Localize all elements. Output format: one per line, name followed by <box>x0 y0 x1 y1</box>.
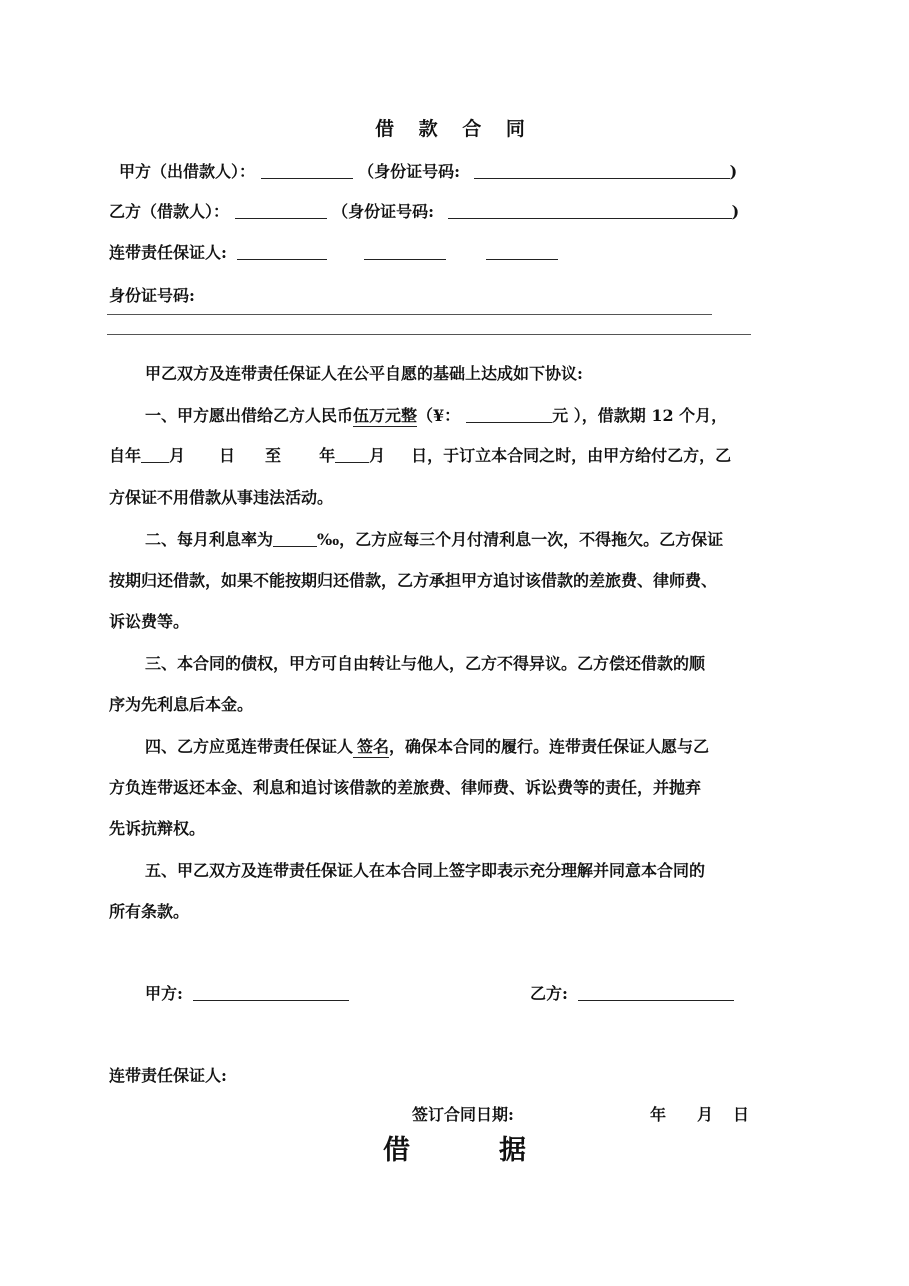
guarantor-blank-3[interactable] <box>486 243 558 260</box>
id-number-label: 身份证号码: <box>109 286 195 305</box>
contract-title: 借 款 合 同 <box>375 118 534 140</box>
party-a-id-blank[interactable] <box>474 162 730 179</box>
contract-date-label: 签订合同日期: <box>412 1105 514 1124</box>
clause-1-part-1: 一、甲方愿出借给乙方人民币 <box>145 406 354 425</box>
clause-1-from-year: 自年 <box>109 446 142 465</box>
clause-1-line-2 <box>109 443 731 466</box>
clause-3-line-2: 序为先利息后本金。 <box>109 695 254 714</box>
clause-5-line-1: 五、甲乙双方及连带责任保证人在本合同上签字即表示充分理解并同意本合同的 <box>145 861 706 880</box>
clause-1-line-1 <box>145 403 727 427</box>
clause-2-part-2: ‰，乙方应每三个月付清利息一次，不得拖欠。乙方保证 <box>317 530 724 549</box>
id-number-rule-2[interactable] <box>107 334 751 335</box>
clause-1-to-year: 年 <box>319 446 336 465</box>
clause-1-amount-blank[interactable] <box>466 406 552 423</box>
clause-2-line-2: 按期归还借款，如果不能按期归还借款，乙方承担甲方追讨该借款的差旅费、律师费、 <box>109 571 718 590</box>
id-number-rule-1[interactable] <box>107 314 712 315</box>
clause-4-line-2: 方负连带返还本金、利息和追讨该借款的差旅费、律师费、诉讼费等的责任，并抛弃 <box>109 778 702 797</box>
guarantor-blank-1[interactable] <box>237 243 327 260</box>
clause-4-part-3: ，确保本合同的履行。连带责任保证人愿与乙 <box>389 737 710 756</box>
clause-1-line-3: 方保证不用借款从事违法活动。 <box>109 488 334 507</box>
guarantor-label: 连带责任保证人: <box>109 243 227 262</box>
clause-1-line-2-rest: 日，于订立本合同之时，由甲方给付乙方，乙 <box>411 446 732 465</box>
clause-5-line-2: 所有条款。 <box>109 902 190 921</box>
clause-3-line-1: 三、本合同的债权，甲方可自由转让与他人，乙方不得异议。乙方偿还借款的顺 <box>145 654 706 673</box>
signature-party-a-blank[interactable] <box>193 984 349 1001</box>
iou-title-char-2: 据 <box>499 1135 526 1166</box>
clause-4-part-1: 四、乙方应觅连带责任保证人 <box>145 737 354 756</box>
party-a-line <box>119 159 737 182</box>
signature-party-b-blank[interactable] <box>578 984 734 1001</box>
signature-party-a <box>145 981 349 1004</box>
party-b-close: ) <box>731 202 740 221</box>
party-a-close: ) <box>729 162 738 181</box>
iou-title-char-1: 借 <box>383 1135 410 1166</box>
party-a-name-blank[interactable] <box>261 162 353 179</box>
signature-party-b-label: 乙方: <box>530 984 568 1003</box>
party-a-id-label: （身份证号码: <box>358 162 461 181</box>
clause-1-to-month: 月 <box>369 446 386 465</box>
clause-2-line-3: 诉讼费等。 <box>109 612 190 631</box>
clause-1-to-month-blank[interactable] <box>335 446 369 463</box>
party-a-label: 甲方（出借款人）： <box>119 162 256 181</box>
clause-4-sign-word: 签名 <box>353 734 389 758</box>
clause-2-rate-blank[interactable] <box>273 530 317 547</box>
intro-text: 甲乙双方及连带责任保证人在公平自愿的基础上达成如下协议: <box>145 364 583 383</box>
party-b-id-blank[interactable] <box>448 202 732 219</box>
clause-1-from-month-blank[interactable] <box>141 446 169 463</box>
clause-1-part-3: 元 ），借款期 12 个月， <box>552 406 728 425</box>
signature-party-a-label: 甲方: <box>145 984 183 1003</box>
clause-4-line-1 <box>145 734 709 758</box>
signature-party-b <box>530 981 734 1004</box>
party-b-line <box>109 199 739 222</box>
clause-1-to: 至 <box>265 446 282 465</box>
clause-2-line-1 <box>145 527 723 550</box>
contract-date-month: 月 <box>697 1105 714 1124</box>
signature-guarantor-label: 连带责任保证人: <box>109 1066 227 1085</box>
clause-1-part-2: （¥： <box>417 406 461 425</box>
clause-1-amount: 伍万元整 <box>353 403 417 427</box>
guarantor-blank-2[interactable] <box>364 243 446 260</box>
guarantor-line <box>109 240 558 263</box>
clause-1-from-month: 月 <box>169 446 186 465</box>
party-b-label: 乙方（借款人）： <box>109 202 230 221</box>
party-b-id-label: （身份证号码: <box>332 202 435 221</box>
clause-1-from-day: 日 <box>219 446 236 465</box>
contract-date-day: 日 <box>733 1105 750 1124</box>
party-b-name-blank[interactable] <box>235 202 327 219</box>
contract-date-year: 年 <box>650 1105 667 1124</box>
clause-2-part-1: 二、每月利息率为 <box>145 530 274 549</box>
clause-4-line-3: 先诉抗辩权。 <box>109 819 206 838</box>
